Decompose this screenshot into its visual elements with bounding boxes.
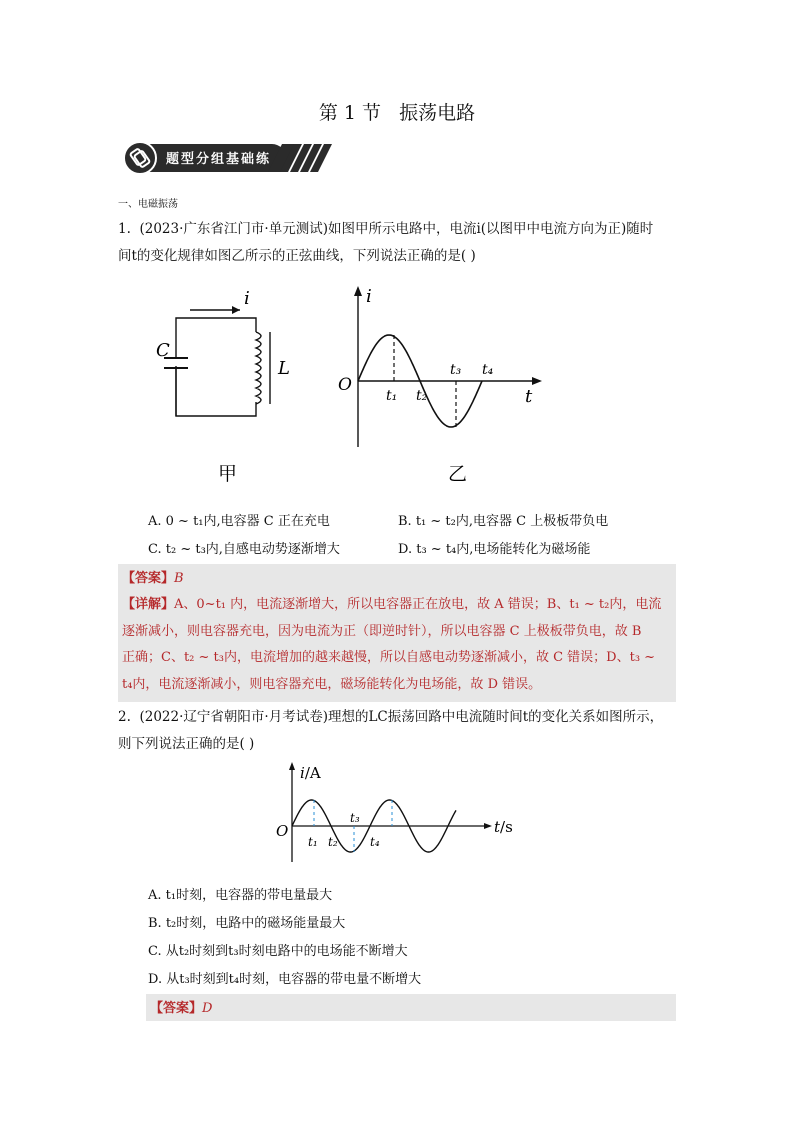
q2-label-t1: t₁ bbox=[308, 835, 318, 849]
q2-option-c[interactable]: C. 从t₂时刻到t₃时刻电路中的电场能不断增大 bbox=[148, 944, 408, 959]
q2-label-t3: t₃ bbox=[350, 811, 360, 825]
graph-label-t4: t₄ bbox=[482, 362, 494, 378]
circuit-figure-jia bbox=[150, 282, 300, 492]
q1-stem-line2: 间t的变化规律如图乙所示的正弦曲线，下列说法正确的是( ) bbox=[118, 248, 476, 264]
q2-label-t4: t₄ bbox=[370, 835, 380, 849]
sine-graph-yi bbox=[330, 282, 560, 492]
circuit-label-i: i bbox=[244, 288, 250, 309]
figure-caption-yi: 乙 bbox=[448, 463, 468, 485]
q1-option-b[interactable]: B. t₁ ~ t₂内,电容器 C 上极板带负电 bbox=[398, 514, 609, 529]
q2-label-O: O bbox=[276, 822, 289, 840]
q2-label-iA: i/A bbox=[300, 764, 321, 782]
graph-label-O: O bbox=[338, 375, 352, 395]
q1-answer-label: 【答案】 bbox=[122, 571, 175, 586]
q2-number: 2. bbox=[118, 709, 131, 725]
q1-number: 1. bbox=[118, 221, 131, 237]
q2-stem-line2: 则下列说法正确的是( ) bbox=[118, 736, 255, 752]
graph-label-t3: t₃ bbox=[450, 362, 462, 378]
q2-label-t2: t₂ bbox=[328, 835, 338, 849]
q1-stem-line1: (2023·广东省江门市·单元测试)如图甲所示电路中，电流i(以图甲中电流方向为正)随时 bbox=[139, 221, 654, 237]
figure-caption-jia: 甲 bbox=[218, 463, 238, 485]
section-label: 一、电磁振荡 bbox=[118, 199, 178, 210]
question-2-stem bbox=[118, 704, 678, 758]
q2-option-b[interactable]: B. t₂时刻，电路中的磁场能量最大 bbox=[148, 916, 346, 931]
q2-answer-box bbox=[146, 994, 676, 1021]
title-section: 第 1 节 bbox=[318, 102, 382, 124]
circuit-label-L: L bbox=[278, 358, 290, 379]
q2-label-ts: t/s bbox=[494, 818, 513, 836]
graph-label-i: i bbox=[366, 286, 372, 307]
q1-detail-line2: 逐渐减小，则电容器充电，因为电流为正（即逆时针），所以电容器 C 上极板带负电，故 B bbox=[122, 623, 642, 639]
q2-sine-graph bbox=[270, 758, 520, 868]
q2-answer-label: 【答案】 bbox=[150, 1001, 203, 1016]
q1-detail-line4: t₄内，电流逐渐减小，则电容器充电，磁场能转化为电场能，故 D 错误。 bbox=[122, 676, 542, 692]
question-1-stem bbox=[118, 216, 678, 270]
graph-label-t2: t₂ bbox=[416, 388, 428, 404]
q1-detail-line1: A、0~t₁ 内，电流逐渐增大，所以电容器正在放电，故 A 错误；B、t₁ ~ t₂内，电流 bbox=[174, 597, 662, 612]
graph-label-t1: t₁ bbox=[386, 388, 398, 404]
q2-option-d[interactable]: D. 从t₃时刻到t₄时刻，电容器的带电量不断增大 bbox=[148, 972, 422, 987]
q2-stem-line1: (2022·辽宁省朝阳市·月考试卷)理想的LC振荡回路中电流随时间t的变化关系如图所示， bbox=[139, 709, 664, 725]
q1-answer-value: B bbox=[174, 571, 184, 586]
graph-label-t: t bbox=[525, 386, 533, 407]
q1-option-c[interactable]: C. t₂ ~ t₃内,自感电动势逐渐增大 bbox=[148, 542, 340, 557]
q1-answer-box bbox=[118, 564, 676, 702]
q1-option-a[interactable]: A. 0 ~ t₁内,电容器 C 正在充电 bbox=[148, 514, 330, 529]
q2-option-a[interactable]: A. t₁时刻，电容器的带电量最大 bbox=[148, 888, 333, 903]
banner-label: 题型分组基础练 bbox=[166, 152, 272, 167]
title-name: 振荡电路 bbox=[399, 102, 476, 124]
q1-option-d[interactable]: D. t₃ ~ t₄内,电场能转化为磁场能 bbox=[398, 542, 591, 557]
q2-answer-value: D bbox=[202, 1001, 213, 1016]
page-title bbox=[0, 98, 794, 125]
q1-detail-line3: 正确；C、t₂ ~ t₃内，电流增加的越来越慢，所以自感电动势逐渐减小，故 C 错误；D、t₃ ~ bbox=[122, 650, 656, 665]
circuit-label-C: C bbox=[156, 340, 170, 361]
section-banner bbox=[122, 140, 332, 176]
q1-detail-label: 【详解】 bbox=[122, 597, 175, 612]
